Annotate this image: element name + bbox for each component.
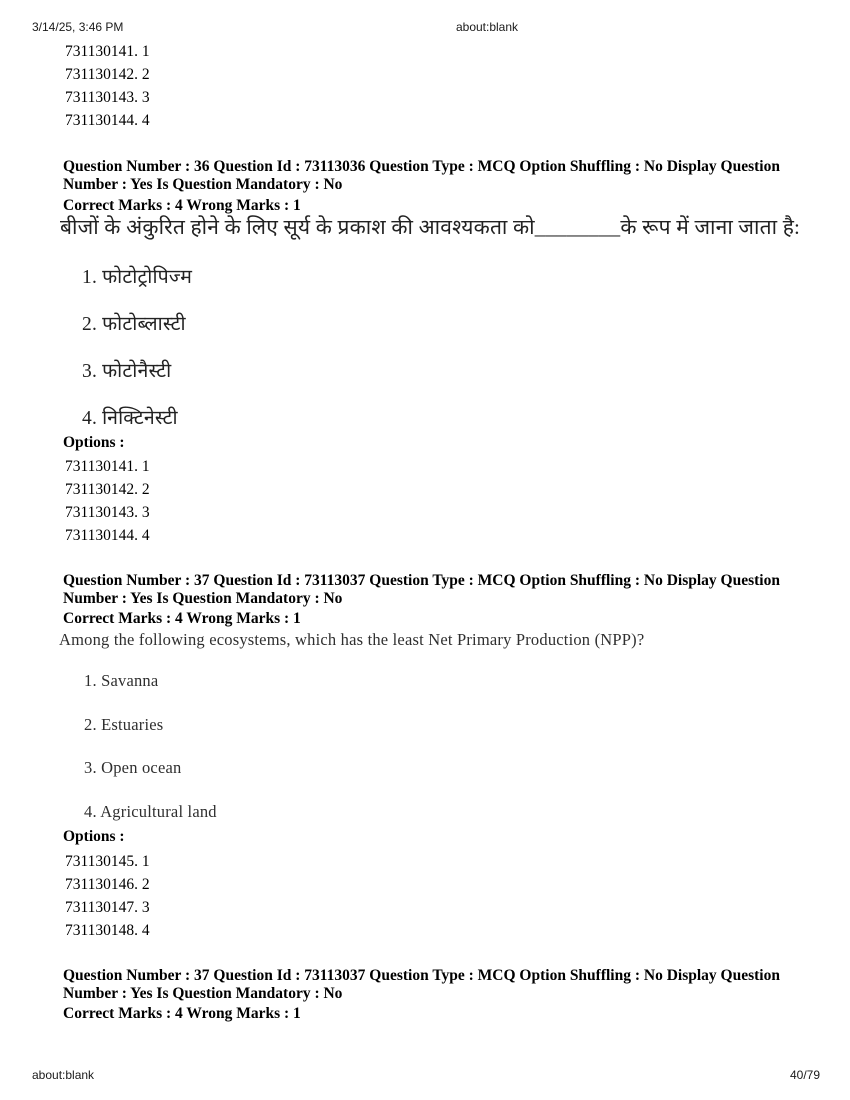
q37-metadata-line2: Number : Yes Is Question Mandatory : No [63, 589, 343, 607]
option-id-row: 731130143. 3 [65, 504, 150, 521]
q37-metadata [63, 572, 788, 607]
previous-question-option-ids [65, 40, 150, 132]
q36-options-label: Options : [63, 434, 125, 451]
q36-choice-2: 2. फोटोब्लास्टी [82, 314, 186, 335]
q37-metadata-line1: Question Number : 37 Question Id : 73113037 Question Type : MCQ Option Shuffling : No Display Question [63, 572, 780, 589]
q37-repeat-metadata [63, 967, 788, 1002]
option-id-row: 731130141. 1 [65, 43, 150, 60]
q36-metadata-line2: Number : Yes Is Question Mandatory : No [63, 175, 343, 193]
q36-choice-4: 4. निक्टिनेस्टी [82, 408, 178, 429]
q37-choice-3: 3. Open ocean [84, 758, 182, 777]
q37-question-text-english: Among the following ecosystems, which has the least Net Primary Production (NPP)? [59, 630, 645, 649]
option-id-row: 731130144. 4 [65, 112, 150, 129]
option-id-row: 731130141. 1 [65, 458, 150, 475]
q37-choice-2: 2. Estuaries [84, 715, 164, 734]
option-id-row: 731130145. 1 [65, 853, 150, 870]
option-id-row: 731130142. 2 [65, 481, 150, 498]
print-footer-url: about:blank [32, 1068, 95, 1082]
option-id-row: 731130142. 2 [65, 66, 150, 83]
print-footer-page-number: 40/79 [789, 1068, 820, 1082]
q36-option-ids [65, 455, 150, 547]
q37-repeat-metadata-line1: Question Number : 37 Question Id : 73113037 Question Type : MCQ Option Shuffling : No Display Question [63, 967, 780, 984]
q36-metadata [63, 158, 788, 193]
q36-metadata-line1: Question Number : 36 Question Id : 73113036 Question Type : MCQ Option Shuffling : No Display Question [63, 158, 780, 175]
q37-options-label: Options : [63, 828, 125, 845]
print-header-title: about:blank [455, 20, 519, 34]
option-id-row: 731130146. 2 [65, 876, 150, 893]
q36-marks-line: Correct Marks : 4 Wrong Marks : 1 [63, 197, 301, 214]
q37-repeat-marks-line: Correct Marks : 4 Wrong Marks : 1 [63, 1005, 301, 1022]
q37-choice-4: 4. Agricultural land [84, 802, 217, 821]
q37-option-ids [65, 850, 150, 942]
q37-marks-line: Correct Marks : 4 Wrong Marks : 1 [63, 610, 301, 627]
print-header-datetime: 3/14/25, 3:46 PM [32, 20, 124, 34]
option-id-row: 731130148. 4 [65, 922, 150, 939]
q36-choice-1: 1. फोटोट्रोपिज्म [82, 267, 193, 288]
q37-choice-1: 1. Savanna [84, 671, 159, 690]
option-id-row: 731130147. 3 [65, 899, 150, 916]
q36-choice-3: 3. फोटोनैस्टी [82, 361, 172, 382]
option-id-row: 731130143. 3 [65, 89, 150, 106]
q37-repeat-metadata-line2: Number : Yes Is Question Mandatory : No [63, 984, 343, 1002]
option-id-row: 731130144. 4 [65, 527, 150, 544]
q36-question-text-hindi: बीजों के अंकुरित होने के लिए सूर्य के प्रकाश की आवश्यकता को________के रूप में जाना जाता है: [60, 215, 801, 239]
